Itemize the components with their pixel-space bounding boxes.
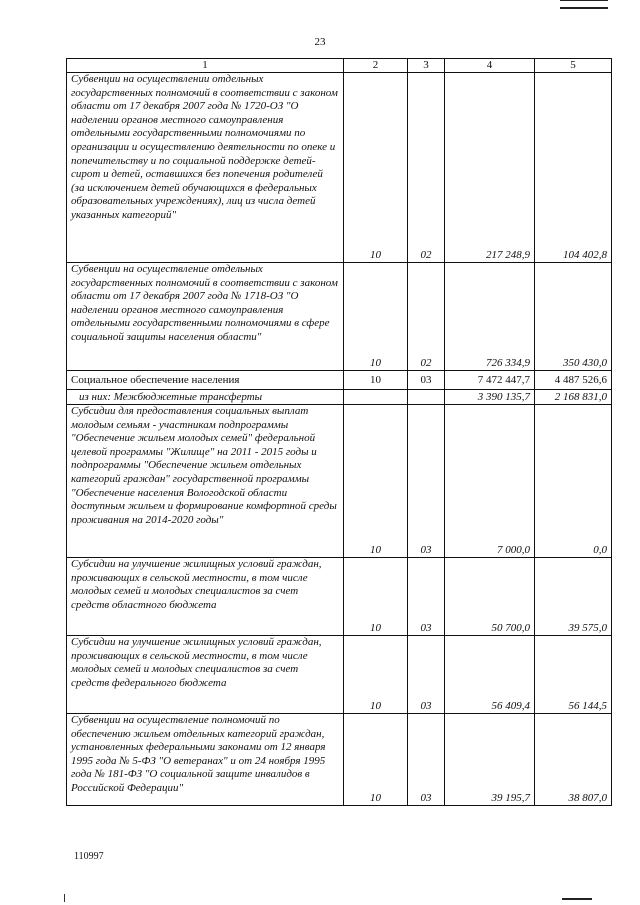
row-subsection: 03	[408, 636, 445, 714]
row-subsection: 03	[408, 405, 445, 558]
row-section	[344, 390, 408, 405]
document-code: 110997	[74, 851, 104, 862]
header-col-5: 5	[535, 59, 612, 73]
row-description: Субвенции на осуществление отдельных государственных полномочий в соответствии с законом области от 17 декабря 2007 года № 1718-ОЗ "О наделении органов местного самоуправления отдельными государственными полномочиями в сфере социальной защиты населения области"	[67, 263, 344, 371]
scan-mark	[560, 0, 608, 9]
row-section: 10	[344, 636, 408, 714]
row-subsection: 03	[408, 558, 445, 636]
table-row	[67, 636, 612, 714]
row-subsection	[408, 390, 445, 405]
header-col-2: 2	[344, 59, 408, 73]
row-section: 10	[344, 371, 408, 390]
scan-edge-mark	[64, 894, 65, 902]
row-description: Субвенции на осуществление полномочий по обеспечению жильем отдельных категорий граждан, установленных федеральными законами от 12 января 1995 года № 5-ФЗ "О ветеранах" и от 24 ноября 1995 года № 181-ФЗ "О социальной защите инвалидов в Российской Федерации"	[67, 714, 344, 806]
row-section: 10	[344, 405, 408, 558]
header-col-1: 1	[67, 59, 344, 73]
row-description: Субсидии на улучшение жилищных условий граждан, проживающих в сельской местности, в том числе молодых семей и молодых специалистов за счет средств областного бюджета	[67, 558, 344, 636]
table-header-row	[67, 59, 612, 73]
row-amount-4: 7 000,0	[445, 405, 535, 558]
row-description: Субсидии для предоставления социальных выплат молодым семьям - участникам подпрограммы "Обеспечение жильем молодых семей" федеральной целевой программы "Жилище" на 2011 - 2015 годы и подпрограммы "Обеспечение жильем отдельных категорий граждан" государственной программы "Обеспечение населения Вологодской области доступным жильем и формирование комфортной среды проживания на 2014-2020 годы"	[67, 405, 344, 558]
row-amount-4: 50 700,0	[445, 558, 535, 636]
table-row	[67, 390, 612, 405]
table-row	[67, 371, 612, 390]
row-section: 10	[344, 263, 408, 371]
row-amount-5: 4 487 526,6	[535, 371, 612, 390]
row-subsection: 02	[408, 73, 445, 263]
row-amount-4: 217 248,9	[445, 73, 535, 263]
table-row	[67, 263, 612, 371]
table-row	[67, 405, 612, 558]
row-amount-5: 350 430,0	[535, 263, 612, 371]
row-amount-4: 726 334,9	[445, 263, 535, 371]
row-description: Субсидии на улучшение жилищных условий граждан, проживающих в сельской местности, в том числе молодых семей и молодых специалистов за счет средств федерального бюджета	[67, 636, 344, 714]
row-subsection: 02	[408, 263, 445, 371]
row-section: 10	[344, 558, 408, 636]
page-number: 23	[314, 36, 326, 48]
row-amount-5: 2 168 831,0	[535, 390, 612, 405]
row-amount-4: 3 390 135,7	[445, 390, 535, 405]
row-amount-4: 7 472 447,7	[445, 371, 535, 390]
scan-mark	[562, 898, 592, 900]
table-row	[67, 558, 612, 636]
row-amount-5: 104 402,8	[535, 73, 612, 263]
header-col-3: 3	[408, 59, 445, 73]
row-section: 10	[344, 73, 408, 263]
row-amount-5: 0,0	[535, 405, 612, 558]
row-amount-5: 56 144,5	[535, 636, 612, 714]
table-row	[67, 714, 612, 806]
row-description: Социальное обеспечение населения	[67, 371, 344, 390]
row-amount-4: 39 195,7	[445, 714, 535, 806]
row-section: 10	[344, 714, 408, 806]
table-row	[67, 73, 612, 263]
row-amount-5: 39 575,0	[535, 558, 612, 636]
row-description: из них: Межбюджетные трансферты	[67, 390, 344, 405]
header-col-4: 4	[445, 59, 535, 73]
row-description: Субвенции на осуществлении отдельных государственных полномочий в соответствии с законом области от 17 декабря 2007 года № 1720-ОЗ "О наделении органов местного самоуправления отдельными государственными полномочиями по организации и осуществлению деятельности по опеке и попечительству и по социальной поддержке детей-сирот и детей, оставшихся без попечения родителей (за исключением детей обучающихся в федеральных образовательных учреждениях), лиц из числа детей указанных категорий"	[67, 73, 344, 263]
budget-table	[66, 58, 612, 806]
row-subsection: 03	[408, 714, 445, 806]
row-amount-4: 56 409,4	[445, 636, 535, 714]
row-subsection: 03	[408, 371, 445, 390]
row-amount-5: 38 807,0	[535, 714, 612, 806]
